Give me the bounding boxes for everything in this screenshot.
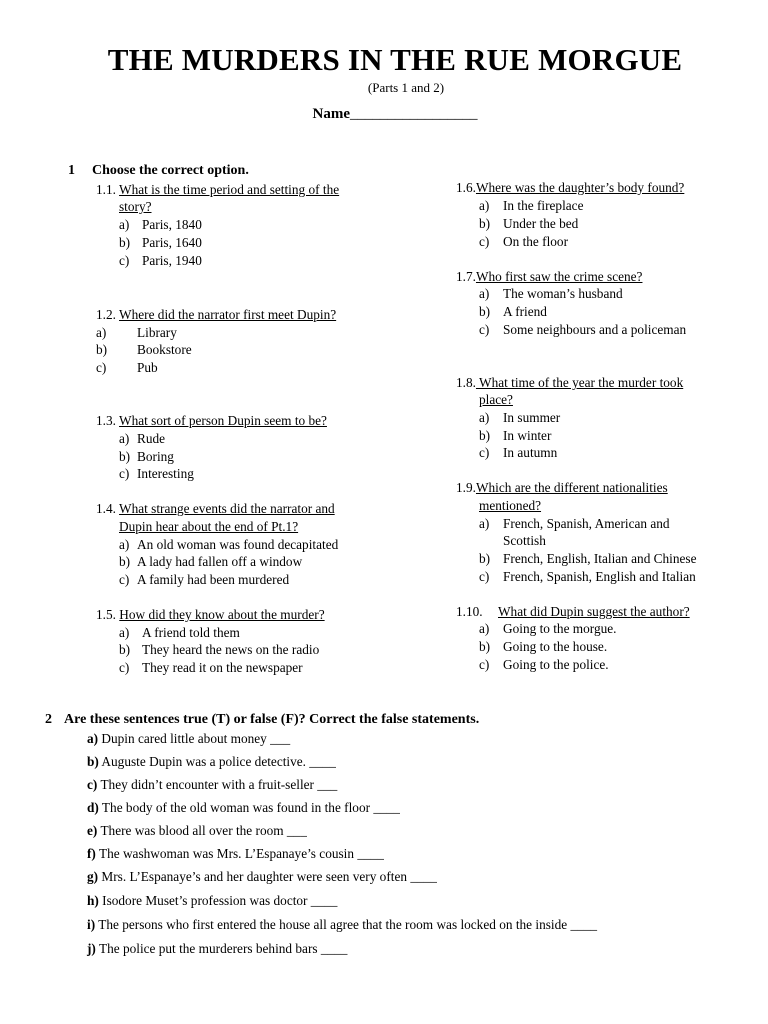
tf-letter: i) xyxy=(87,917,96,932)
option-text: In autumn xyxy=(503,445,558,460)
option-text: Going to the morgue. xyxy=(503,621,617,636)
question-text: How did they know about the murder? xyxy=(119,607,325,622)
section-2-heading: Are these sentences true (T) or false (F)? Correct the false statements. xyxy=(64,712,480,727)
option-letter: c) xyxy=(479,445,490,460)
tf-letter: a) xyxy=(87,731,99,746)
question-number: 1.10. xyxy=(456,604,483,619)
option-text: Paris, 1940 xyxy=(142,253,202,268)
question-number: 1.3. xyxy=(96,413,116,428)
name-label: Name xyxy=(312,106,350,122)
tf-letter: b) xyxy=(87,754,99,769)
tf-letter: h) xyxy=(87,893,99,908)
option-text: A lady had fallen off a window xyxy=(137,554,303,569)
option-letter: a) xyxy=(119,217,130,232)
question-text: What strange events did the narrator and xyxy=(119,501,335,516)
option-letter: b) xyxy=(119,642,131,657)
tf-letter: d) xyxy=(87,800,99,815)
option-letter: c) xyxy=(119,466,130,481)
option-text-cont: Scottish xyxy=(503,533,546,548)
option-letter: a) xyxy=(479,286,490,301)
tf-statement: Mrs. L’Espanaye’s and her daughter were seen very often ____ xyxy=(101,869,437,884)
question-number: 1.2. xyxy=(96,307,116,322)
question-text: Where was the daughter’s body found? xyxy=(475,180,685,195)
option-letter: b) xyxy=(119,554,131,569)
option-text: Going to the house. xyxy=(503,639,608,654)
option-text: In the fireplace xyxy=(503,198,584,213)
option-letter: a) xyxy=(96,325,107,340)
tf-statement: Isodore Muset’s profession was doctor ____ xyxy=(102,893,338,908)
question-text: Who first saw the crime scene? xyxy=(475,269,643,284)
option-letter: a) xyxy=(479,516,490,531)
option-text: Library xyxy=(137,325,177,340)
option-letter: c) xyxy=(479,322,490,337)
tf-letter: g) xyxy=(87,869,99,884)
tf-letter: f) xyxy=(87,846,96,861)
option-text: Paris, 1640 xyxy=(142,235,202,250)
tf-item-g xyxy=(87,869,437,885)
question-number: 1.4. xyxy=(96,501,116,516)
option-text: Some neighbours and a policeman xyxy=(503,322,687,337)
tf-item-d xyxy=(87,800,400,816)
option-text: Under the bed xyxy=(503,216,579,231)
question-text: What did Dupin suggest the author? xyxy=(498,604,690,619)
option-text: On the floor xyxy=(503,234,568,249)
option-letter: b) xyxy=(119,449,131,464)
option-letter: b) xyxy=(479,428,491,443)
option-text: French, English, Italian and Chinese xyxy=(503,551,697,566)
option-letter: a) xyxy=(479,198,490,213)
option-letter: a) xyxy=(119,537,130,552)
tf-item-f xyxy=(87,846,384,862)
option-text: French, Spanish, American and xyxy=(503,516,670,531)
option-letter: b) xyxy=(479,216,491,231)
question-number: 1.9. xyxy=(456,480,476,495)
question-number: 1.8. xyxy=(456,375,476,390)
name-field[interactable] xyxy=(0,106,768,123)
option-text: The woman’s husband xyxy=(503,286,623,301)
option-text: A family had been murdered xyxy=(137,572,290,587)
tf-statement: The body of the old woman was found in the floor ____ xyxy=(101,800,400,815)
tf-item-c xyxy=(87,777,337,793)
tf-item-b xyxy=(87,754,336,770)
option-text: Going to the police. xyxy=(503,657,609,672)
question-number: 1.7. xyxy=(456,269,476,284)
option-letter: c) xyxy=(479,234,490,249)
option-letter: c) xyxy=(479,657,490,672)
option-letter: a) xyxy=(119,431,130,446)
option-text: They heard the news on the radio xyxy=(142,642,320,657)
option-text: French, Spanish, English and Italian xyxy=(503,569,696,584)
page-title: THE MURDERS IN THE RUE MORGUE xyxy=(107,42,683,77)
option-text: A friend xyxy=(503,304,547,319)
question-text: What sort of person Dupin seem to be? xyxy=(119,413,327,428)
question-text: What time of the year the murder took xyxy=(475,375,684,390)
option-text: They read it on the newspaper xyxy=(142,660,303,675)
option-letter: a) xyxy=(479,410,490,425)
tf-statement: The persons who first entered the house all agree that the room was locked on the inside ____ xyxy=(98,917,598,932)
option-text: Rude xyxy=(137,431,166,446)
option-text: A friend told them xyxy=(142,625,240,640)
section-1-number: 1 xyxy=(68,163,75,178)
question-text: Where did the narrator first meet Dupin? xyxy=(119,307,337,322)
question-text: What is the time period and setting of the xyxy=(119,182,340,197)
question-number: 1.1. xyxy=(96,182,116,197)
tf-item-a xyxy=(87,731,290,747)
option-letter: b) xyxy=(479,551,491,566)
option-letter: b) xyxy=(479,639,491,654)
question-number: 1.6. xyxy=(456,180,476,195)
section-2-number: 2 xyxy=(45,712,52,727)
option-text: Bookstore xyxy=(137,342,192,357)
question-text-cont: Dupin hear about the end of Pt.1? xyxy=(119,519,299,534)
question-number: 1.5. xyxy=(96,607,116,622)
option-text: In summer xyxy=(503,410,561,425)
name-blank: _________________ xyxy=(350,106,478,122)
option-text: In winter xyxy=(503,428,552,443)
option-text: Boring xyxy=(137,449,174,464)
option-text: Paris, 1840 xyxy=(142,217,202,232)
option-letter: c) xyxy=(96,360,107,375)
tf-letter: c) xyxy=(87,777,98,792)
option-text: Interesting xyxy=(137,466,194,481)
tf-item-e xyxy=(87,823,307,839)
option-letter: b) xyxy=(96,342,108,357)
option-letter: c) xyxy=(119,572,130,587)
tf-item-h xyxy=(87,893,337,909)
option-letter: b) xyxy=(479,304,491,319)
tf-statement: They didn’t encounter with a fruit-seller ___ xyxy=(100,777,338,792)
option-letter: c) xyxy=(479,569,490,584)
option-letter: b) xyxy=(119,235,131,250)
question-text-cont: story? xyxy=(119,199,152,214)
tf-statement: There was blood all over the room ___ xyxy=(100,823,307,838)
page-subtitle: (Parts 1 and 2) xyxy=(367,80,445,95)
question-text-cont: mentioned? xyxy=(479,498,542,513)
tf-item-i xyxy=(87,917,597,933)
option-text: An old woman was found decapitated xyxy=(137,537,339,552)
question-text: Which are the different nationalities xyxy=(475,480,668,495)
option-letter: a) xyxy=(119,625,130,640)
question-text-cont: place? xyxy=(479,392,513,407)
tf-statement: The washwoman was Mrs. L’Espanaye’s cousin ____ xyxy=(98,846,384,861)
option-letter: c) xyxy=(119,660,130,675)
tf-letter: e) xyxy=(87,823,98,838)
tf-statement: Dupin cared little about money ___ xyxy=(101,731,291,746)
tf-statement: Auguste Dupin was a police detective. ____ xyxy=(101,754,336,769)
tf-letter: j) xyxy=(87,941,96,956)
section-1-heading: Choose the correct option. xyxy=(92,163,249,178)
tf-statement: The police put the murderers behind bars ____ xyxy=(98,941,348,956)
option-letter: c) xyxy=(119,253,130,268)
option-letter: a) xyxy=(479,621,490,636)
tf-item-j xyxy=(87,941,347,957)
option-text: Pub xyxy=(137,360,158,375)
